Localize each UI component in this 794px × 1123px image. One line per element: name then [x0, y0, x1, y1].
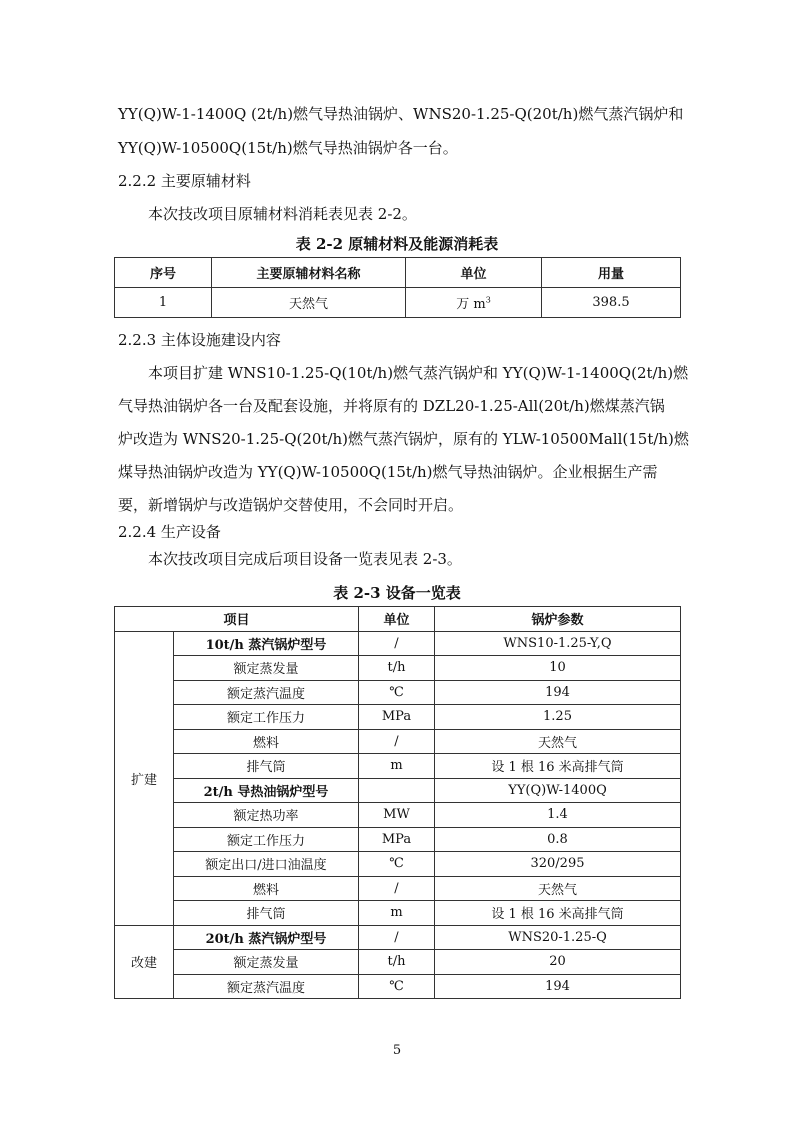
table-cell: m [359, 901, 435, 926]
table-cell: 0.8 [435, 827, 681, 852]
column-header: 单位 [359, 607, 435, 632]
group-cell: 改建 [115, 925, 174, 999]
table-cell: MPa [359, 705, 435, 730]
table-caption: 表 2-2 原辅材料及能源消耗表 [295, 235, 499, 253]
table-cell: 排气筒 [174, 754, 359, 779]
table-row [115, 656, 681, 681]
table-cell: 燃料 [174, 729, 359, 754]
paragraph-line: YY(Q)W-10500Q(15t/h)燃气导热油锅炉各一台。 [118, 139, 458, 157]
column-header: 单位 [406, 258, 542, 288]
table-row [115, 680, 681, 705]
table-cell: 194 [435, 680, 681, 705]
table-cell: / [359, 631, 435, 656]
table-header-row [115, 607, 681, 632]
paragraph-line: 要，新增锅炉与改造锅炉交替使用，不会同时开启。 [118, 496, 464, 514]
table-row [115, 729, 681, 754]
table-cell: 额定蒸发量 [174, 656, 359, 681]
column-header: 锅炉参数 [435, 607, 681, 632]
paragraph-line: 本次技改项目原辅材料消耗表见表 2-2。 [148, 205, 417, 223]
table-row [115, 754, 681, 779]
table-cell: 设 1 根 16 米高排气筒 [435, 754, 681, 779]
table-cell [406, 288, 542, 318]
paragraph-line: 煤导热油锅炉改造为 YY(Q)W-10500Q(15t/h)燃气导热油锅炉。企业根据生产需 [118, 463, 658, 481]
paragraph-line: 炉改造为 WNS20-1.25-Q(20t/h)燃气蒸汽锅炉，原有的 YLW-10500Mall(15t/h)燃 [118, 430, 689, 448]
table-cell: 额定出口/进口油温度 [174, 852, 359, 877]
table-row [115, 876, 681, 901]
table-cell: ℃ [359, 852, 435, 877]
materials-table [114, 257, 681, 318]
table-header-row [115, 258, 681, 288]
table-cell [359, 778, 435, 803]
table-cell: 天然气 [435, 729, 681, 754]
table-cell: 额定热功率 [174, 803, 359, 828]
table-cell: 1.4 [435, 803, 681, 828]
table-cell: 设 1 根 16 米高排气筒 [435, 901, 681, 926]
table-cell: 2t/h 导热油锅炉型号 [174, 778, 359, 803]
paragraph-line: YY(Q)W-1-1400Q (2t/h)燃气导热油锅炉、WNS20-1.25-Q(20t/h)燃气蒸汽锅炉和 [118, 105, 684, 123]
unit-text: 万 m [456, 297, 486, 312]
column-header: 主要原辅材料名称 [212, 258, 406, 288]
table-cell: 额定蒸汽温度 [174, 680, 359, 705]
table-cell: t/h [359, 950, 435, 975]
table-row [115, 631, 681, 656]
table-cell: m [359, 754, 435, 779]
section-heading: 2.2.4 生产设备 [118, 523, 221, 541]
table-row [115, 901, 681, 926]
table-cell: MW [359, 803, 435, 828]
table-cell: / [359, 925, 435, 950]
table-row [115, 950, 681, 975]
table-cell: 1.25 [435, 705, 681, 730]
table-cell: YY(Q)W-1400Q [435, 778, 681, 803]
column-header: 项目 [115, 607, 359, 632]
table-cell: 额定蒸发量 [174, 950, 359, 975]
table-row [115, 803, 681, 828]
table-cell: 额定工作压力 [174, 827, 359, 852]
table-row [115, 925, 681, 950]
table-row [115, 288, 681, 318]
table-cell: ℃ [359, 680, 435, 705]
table-cell: 398.5 [542, 288, 681, 318]
table-cell: 天然气 [435, 876, 681, 901]
table-cell: WNS20-1.25-Q [435, 925, 681, 950]
table-cell: t/h [359, 656, 435, 681]
column-header: 序号 [115, 258, 212, 288]
paragraph-line: 本项目扩建 WNS10-1.25-Q(10t/h)燃气蒸汽锅炉和 YY(Q)W-1-1400Q(2t/h)燃 [148, 364, 689, 382]
column-header: 用量 [542, 258, 681, 288]
table-row [115, 852, 681, 877]
unit-superscript: 3 [485, 295, 491, 305]
table-cell: 额定蒸汽温度 [174, 974, 359, 999]
table-row [115, 827, 681, 852]
table-cell: 燃料 [174, 876, 359, 901]
table-cell: / [359, 876, 435, 901]
equipment-table [114, 606, 681, 999]
table-cell: 320/295 [435, 852, 681, 877]
table-row [115, 974, 681, 999]
table-cell: ℃ [359, 974, 435, 999]
table-cell: 排气筒 [174, 901, 359, 926]
table-caption: 表 2-3 设备一览表 [333, 584, 461, 602]
paragraph-line: 气导热油锅炉各一台及配套设施，并将原有的 DZL20-1.25-All(20t/h)燃煤蒸汽锅 [118, 397, 665, 415]
table-cell: WNS10-1.25-Y,Q [435, 631, 681, 656]
section-heading: 2.2.2 主要原辅材料 [118, 172, 251, 190]
table-cell: 10 [435, 656, 681, 681]
group-cell: 扩建 [115, 631, 174, 925]
table-cell: 1 [115, 288, 212, 318]
table-cell: 194 [435, 974, 681, 999]
table-cell: 20t/h 蒸汽锅炉型号 [174, 925, 359, 950]
section-heading: 2.2.3 主体设施建设内容 [118, 331, 281, 349]
paragraph-line: 本次技改项目完成后项目设备一览表见表 2-3。 [148, 550, 462, 568]
table-row [115, 705, 681, 730]
table-cell: 10t/h 蒸汽锅炉型号 [174, 631, 359, 656]
table-cell: MPa [359, 827, 435, 852]
page-number: 5 [392, 1043, 402, 1058]
table-cell: / [359, 729, 435, 754]
table-cell: 天然气 [212, 288, 406, 318]
table-cell: 额定工作压力 [174, 705, 359, 730]
table-cell: 20 [435, 950, 681, 975]
table-row [115, 778, 681, 803]
